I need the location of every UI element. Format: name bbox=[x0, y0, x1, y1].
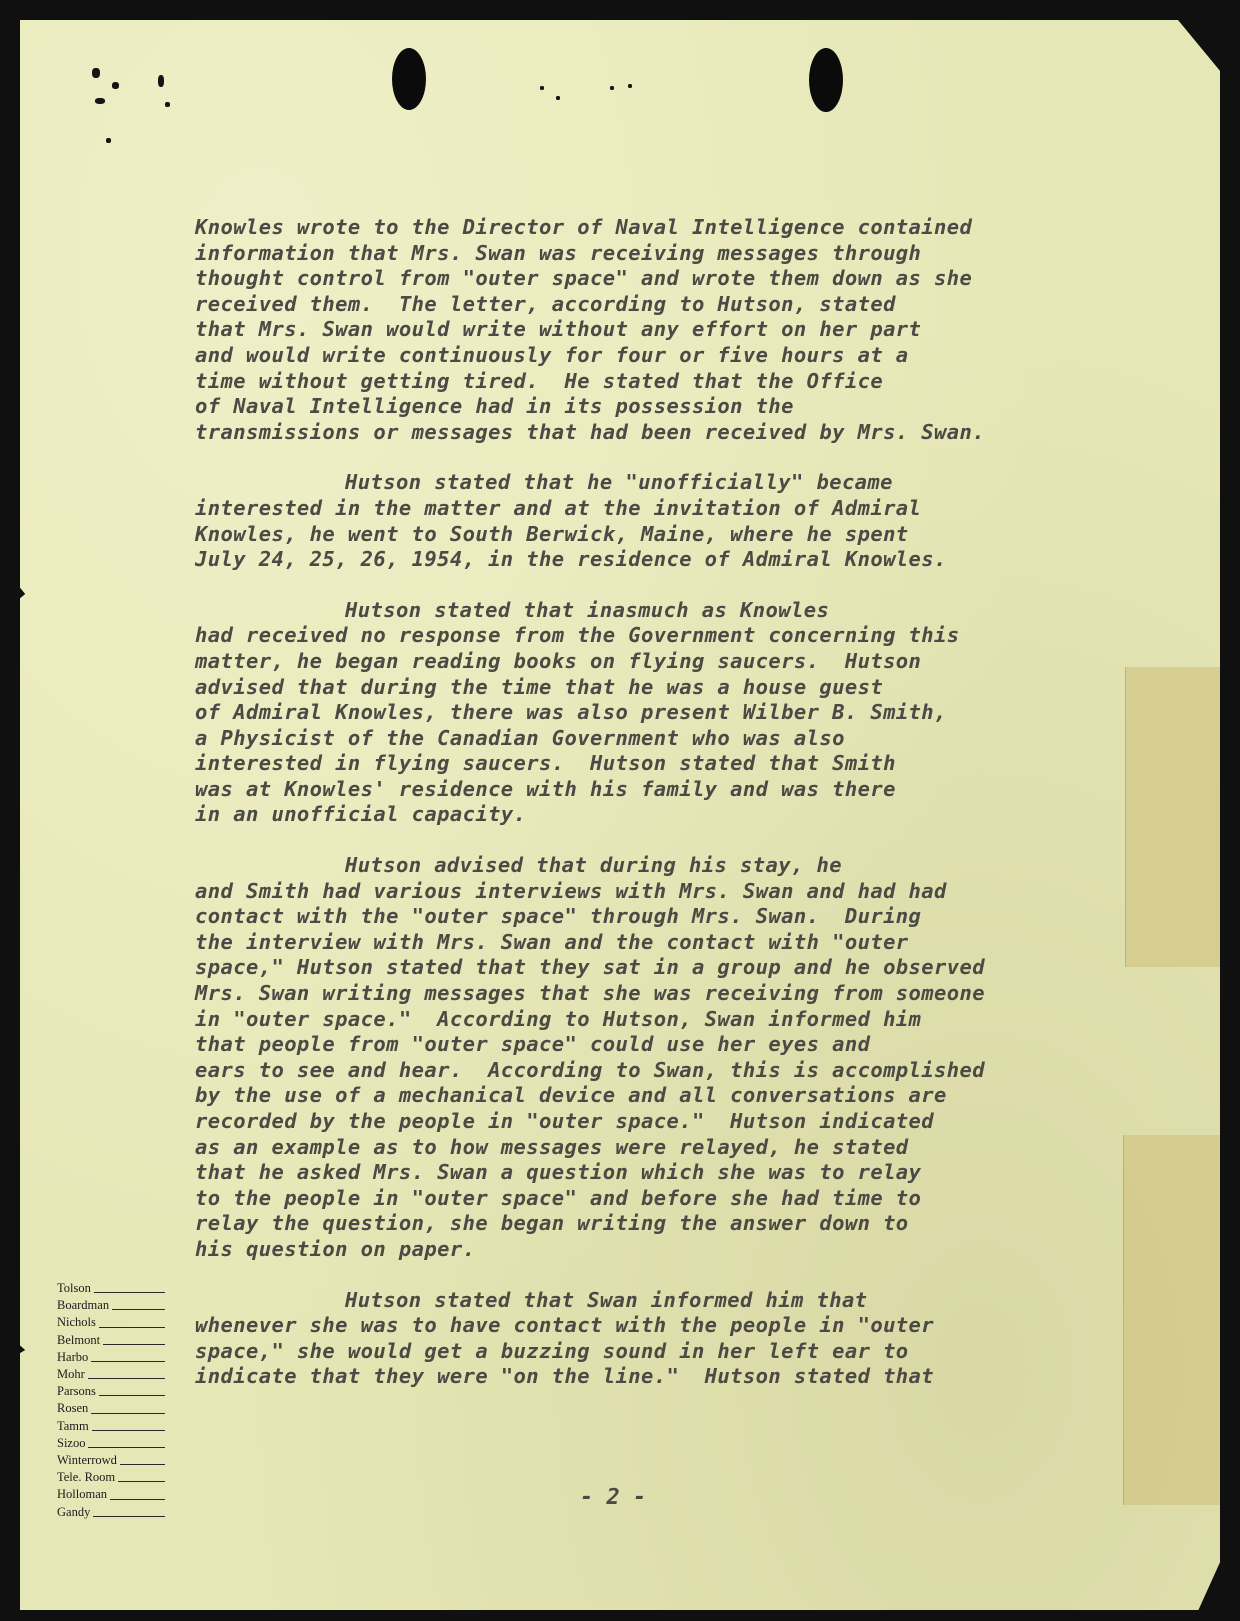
text-line: his question on paper. bbox=[195, 1236, 476, 1261]
text-line: matter, he began reading books on flying saucers. Hutson bbox=[195, 648, 922, 673]
text-line: July 24, 25, 26, 1954, in the residence of Admiral Knowles. bbox=[195, 547, 947, 572]
routing-blank-line bbox=[94, 1292, 165, 1293]
paragraph bbox=[195, 215, 1130, 445]
routing-blank-line bbox=[88, 1378, 165, 1379]
routing-entry bbox=[57, 1332, 165, 1349]
ink-speck bbox=[95, 98, 105, 104]
routing-name: Tamm bbox=[57, 1418, 89, 1433]
routing-name: Winterrowd bbox=[57, 1453, 117, 1468]
routing-entry bbox=[57, 1452, 165, 1469]
text-line: the interview with Mrs. Swan and the contact with "outer bbox=[195, 929, 909, 954]
routing-blank-line bbox=[120, 1464, 165, 1465]
routing-entry bbox=[57, 1400, 165, 1417]
text-line: that people from "outer space" could use her eyes and bbox=[195, 1032, 871, 1057]
routing-blank-line bbox=[99, 1327, 165, 1328]
tape-strip bbox=[1125, 667, 1240, 967]
text-line: a Physicist of the Canadian Government who was also bbox=[195, 725, 845, 750]
routing-name: Mohr bbox=[57, 1367, 85, 1382]
routing-name: Harbo bbox=[57, 1349, 89, 1364]
text-line: that Mrs. Swan would write without any effort on her part bbox=[195, 317, 922, 342]
text-line: Hutson stated that Swan informed him that bbox=[345, 1287, 868, 1312]
text-line: and Smith had various interviews with Mrs. Swan and had had bbox=[195, 878, 947, 903]
routing-blank-line bbox=[88, 1447, 165, 1448]
punch-hole bbox=[809, 48, 843, 112]
tape-strip bbox=[1123, 1135, 1240, 1505]
routing-name: Holloman bbox=[57, 1487, 107, 1502]
text-line: Hutson stated that he "unofficially" became bbox=[345, 470, 893, 495]
ink-speck bbox=[165, 102, 170, 107]
routing-entry bbox=[57, 1418, 165, 1435]
text-line: of Naval Intelligence had in its possession the bbox=[195, 394, 794, 419]
routing-name: Tolson bbox=[57, 1281, 91, 1295]
routing-entry bbox=[57, 1383, 165, 1400]
text-line: time without getting tired. He stated that the Office bbox=[195, 368, 884, 393]
text-line: indicate that they were "on the line." Hutson stated that bbox=[195, 1364, 935, 1389]
text-line: contact with the "outer space" through Mrs. Swan. During bbox=[195, 904, 922, 929]
ink-speck bbox=[112, 82, 119, 89]
routing-name: Gandy bbox=[57, 1504, 91, 1519]
text-line: transmissions or messages that had been received by Mrs. Swan. bbox=[195, 419, 986, 444]
text-line: was at Knowles' residence with his family and was there bbox=[195, 776, 896, 801]
routing-name: Rosen bbox=[57, 1401, 89, 1416]
text-line: space," she would get a buzzing sound in her left ear to bbox=[195, 1338, 909, 1363]
text-line: to the people in "outer space" and before she had time to bbox=[195, 1185, 922, 1210]
routing-entry bbox=[57, 1314, 165, 1331]
ink-speck bbox=[556, 96, 560, 100]
routing-entry bbox=[57, 1366, 165, 1383]
text-line: Hutson stated that inasmuch as Knowles bbox=[345, 597, 830, 622]
routing-list bbox=[57, 1280, 165, 1521]
text-line: had received no response from the Government concerning this bbox=[195, 623, 960, 648]
text-line: received them. The letter, according to Hutson, stated bbox=[195, 291, 896, 316]
routing-blank-line bbox=[91, 1361, 165, 1362]
text-line: of Admiral Knowles, there was also present Wilber B. Smith, bbox=[195, 700, 947, 725]
text-line: recorded by the people in "outer space." Hutson indicated bbox=[195, 1109, 935, 1133]
routing-entry bbox=[57, 1469, 165, 1486]
routing-blank-line bbox=[112, 1309, 165, 1310]
ink-speck bbox=[628, 84, 632, 88]
text-line: information that Mrs. Swan was receiving messages through bbox=[195, 240, 922, 265]
routing-blank-line bbox=[99, 1395, 165, 1396]
text-line: interested in the matter and at the invitation of Admiral bbox=[195, 495, 922, 520]
text-line: Hutson advised that during his stay, he bbox=[345, 853, 842, 878]
ink-speck bbox=[540, 86, 544, 90]
text-line: in "outer space." According to Hutson, Swan informed him bbox=[195, 1006, 922, 1031]
routing-name: Parsons bbox=[57, 1384, 96, 1399]
ink-speck bbox=[158, 75, 164, 87]
page-number: - 2 - bbox=[580, 1485, 647, 1510]
text-line: in an unofficial capacity. bbox=[195, 802, 527, 827]
text-line: Knowles, he went to South Berwick, Maine, where he spent bbox=[195, 521, 909, 546]
text-line: as an example as to how messages were relayed, he stated bbox=[195, 1134, 909, 1159]
punch-hole bbox=[392, 48, 426, 110]
routing-entry bbox=[57, 1297, 165, 1314]
ink-speck bbox=[92, 68, 100, 78]
paragraph bbox=[195, 853, 1130, 1263]
routing-entry bbox=[57, 1280, 165, 1297]
routing-name: Sizoo bbox=[57, 1435, 86, 1450]
text-line: Knowles wrote to the Director of Naval Intelligence contained bbox=[195, 215, 973, 239]
paragraph bbox=[195, 598, 1130, 828]
ink-speck bbox=[610, 86, 614, 90]
routing-entry bbox=[57, 1486, 165, 1503]
routing-entry bbox=[57, 1435, 165, 1452]
text-line: space," Hutson stated that they sat in a group and he observed bbox=[195, 955, 986, 980]
text-line: whenever she was to have contact with the people in "outer bbox=[195, 1313, 935, 1338]
text-line: that he asked Mrs. Swan a question which she was to relay bbox=[195, 1160, 922, 1185]
routing-entry bbox=[57, 1349, 165, 1366]
paragraph bbox=[195, 1288, 1130, 1390]
routing-name: Tele. Room bbox=[57, 1470, 116, 1485]
routing-name: Boardman bbox=[57, 1298, 110, 1313]
routing-blank-line bbox=[92, 1430, 165, 1431]
text-line: thought control from "outer space" and wrote them down as she bbox=[195, 266, 973, 291]
routing-blank-line bbox=[110, 1499, 165, 1500]
text-line: interested in flying saucers. Hutson stated that Smith bbox=[195, 751, 896, 776]
text-line: and would write continuously for four or five hours at a bbox=[195, 342, 909, 367]
routing-blank-line bbox=[93, 1516, 165, 1517]
routing-blank-line bbox=[118, 1481, 165, 1482]
text-line: ears to see and hear. According to Swan, this is accomplished bbox=[195, 1057, 986, 1082]
text-line: advised that during the time that he was a house guest bbox=[195, 674, 884, 699]
routing-name: Nichols bbox=[57, 1315, 96, 1330]
routing-blank-line bbox=[91, 1413, 165, 1414]
routing-blank-line bbox=[103, 1344, 165, 1345]
routing-entry bbox=[57, 1504, 165, 1521]
routing-name: Belmont bbox=[57, 1332, 101, 1347]
memo-body bbox=[195, 215, 1130, 1415]
ink-speck bbox=[106, 138, 111, 143]
text-line: relay the question, she began writing the answer down to bbox=[195, 1211, 909, 1236]
text-line: by the use of a mechanical device and all conversations are bbox=[195, 1083, 947, 1108]
text-line: Mrs. Swan writing messages that she was receiving from someone bbox=[195, 981, 986, 1006]
paragraph bbox=[195, 470, 1130, 572]
